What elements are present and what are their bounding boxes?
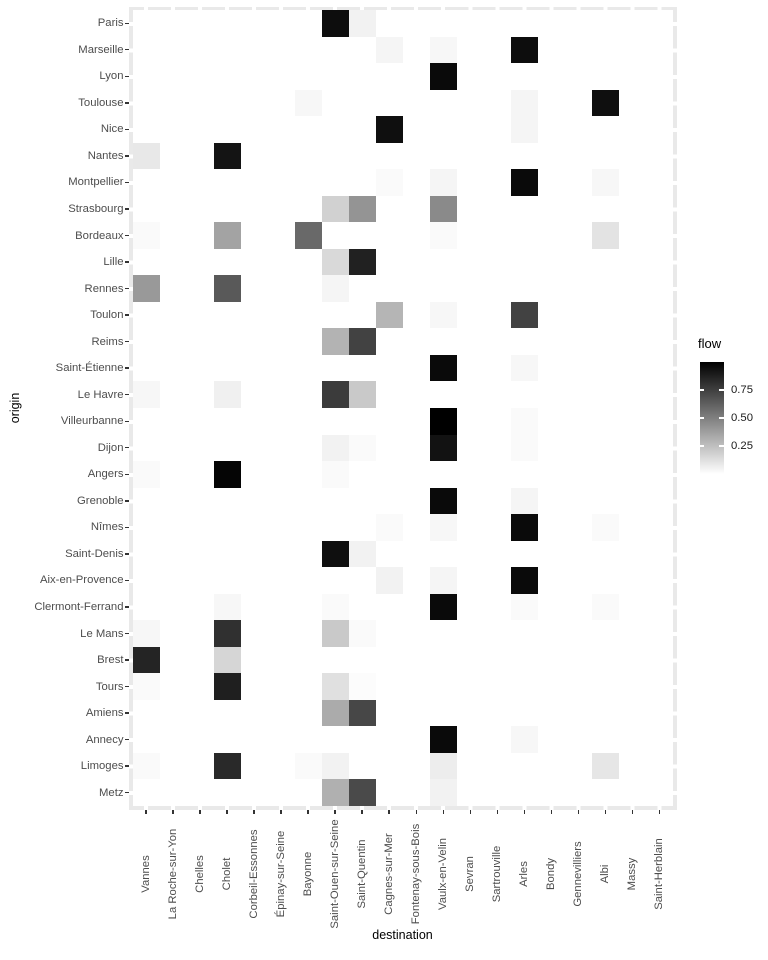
x-axis-tick [659,810,660,815]
heatmap-cell [592,594,619,621]
heatmap-cell [430,63,457,90]
y-axis-label: Limoges [80,760,124,773]
legend-tick-label: 0.25 [731,440,753,452]
heatmap-cell [511,90,538,117]
y-axis-tick [125,314,130,315]
y-axis-label: Le Havre [77,388,124,401]
y-axis-tick [125,155,130,156]
y-axis-tick [125,129,130,130]
y-axis-label: Toulon [90,309,124,322]
heatmap-cell [430,779,457,806]
heatmap-cell [376,116,403,143]
x-axis-label: Vannes [140,855,152,893]
y-axis-tick [125,447,130,448]
legend [697,336,767,481]
heatmap-cell [430,408,457,435]
y-axis-label: Dijon [97,441,124,454]
x-axis-label: Corbeil-Essonnes [248,829,261,919]
x-axis-label: Saint-Ouen-sur-Seine [329,819,342,929]
heatmap-cell [349,196,376,223]
heatmap-cell [214,647,241,674]
y-axis-tick [125,553,130,554]
x-axis-label: Sartrouville [491,845,504,903]
heatmap-cell [511,408,538,435]
y-axis-label: Clermont-Ferrand [34,600,124,613]
x-axis-label: Vaulx-en-Velin [437,837,450,911]
x-axis-tick [226,810,227,815]
heatmap-cell [322,541,349,568]
y-axis-tick [125,739,130,740]
y-axis-tick [125,235,130,236]
panel-rim-top [129,7,677,11]
x-axis-tick [497,810,498,815]
legend-gradient-bar [700,362,724,474]
y-axis-label: Bordeaux [75,229,124,242]
y-axis-tick [125,23,130,24]
x-axis-tick [334,810,335,815]
y-axis-tick [125,394,130,395]
x-axis-tick [605,810,606,815]
panel-rim-right [673,7,677,810]
x-axis-tick [551,810,552,815]
y-axis-tick [125,686,130,687]
y-axis-label: Brest [97,654,124,667]
heatmap-cell [349,541,376,568]
y-axis-label: Paris [97,17,124,30]
heatmap-cell [511,302,538,329]
heatmap-cell [511,169,538,196]
legend-tick-label: 0.50 [731,412,753,424]
heatmap-cell [322,620,349,647]
y-axis-tick [125,606,130,607]
x-axis-tick [253,810,254,815]
x-axis-tick [388,810,389,815]
x-axis-label: Gennevilliers [572,841,585,907]
y-axis-tick [125,367,130,368]
heatmap-cell [511,726,538,753]
heatmap-cell [295,222,322,249]
y-axis-tick [125,182,130,183]
y-axis-tick [125,500,130,501]
x-axis-tick [416,810,417,815]
x-axis-title: destination [372,928,433,942]
heatmap-cell [322,381,349,408]
heatmap-cell [511,488,538,515]
heatmap-cell [322,196,349,223]
heatmap-cell [592,90,619,117]
y-axis-label: Toulouse [78,96,124,109]
heatmap-cell [511,435,538,462]
y-axis-label: Tours [95,680,124,693]
heatmap-cell [511,594,538,621]
x-axis-label: Saint-Quentin [356,839,369,909]
y-axis-tick [125,792,130,793]
plot-panel [129,7,677,810]
y-axis-label: Nîmes [90,521,124,534]
y-axis-label: Saint-Étienne [55,362,124,375]
y-axis-label: Marseille [78,43,124,56]
x-axis-tick [361,810,362,815]
y-axis-label: Rennes [84,282,124,295]
heatmap-cell [430,196,457,223]
heatmap-cell [295,753,322,780]
heatmap-cell [322,10,349,37]
heatmap-cell [133,461,160,488]
heatmap-cell [430,169,457,196]
heatmap-cell [133,620,160,647]
heatmap-cell [322,275,349,302]
heatmap-cell [322,435,349,462]
x-axis-tick [632,810,633,815]
heatmap-cell [349,435,376,462]
heatmap-cell [349,779,376,806]
x-axis-label: Épinay-sur-Seine [275,830,288,918]
heatmap-cell [214,461,241,488]
heatmap-cell [214,222,241,249]
x-axis-tick [443,810,444,815]
y-axis-tick [125,421,130,422]
y-axis-title: origin [8,392,22,424]
y-axis-tick [125,102,130,103]
x-axis-tick [524,810,525,815]
heatmap-cell [376,514,403,541]
x-axis-label: Fontenay-sous-Bois [410,823,423,925]
y-axis-label: Montpellier [68,176,124,189]
heatmap-cell [214,753,241,780]
heatmap-cell [349,10,376,37]
heatmap-cell [349,673,376,700]
y-axis-label: Lyon [99,70,124,83]
heatmap-cell [133,222,160,249]
y-axis-label: Nice [100,123,124,136]
y-axis-label: Angers [87,468,124,481]
heatmap-cell [376,302,403,329]
heatmap-cell [511,567,538,594]
y-axis-label: Metz [99,786,124,799]
x-axis-label: Cholet [221,857,234,891]
y-axis-label: Aix-en-Provence [39,574,124,587]
x-axis-label: Cagnes-sur-Mer [383,833,396,915]
legend-tick [719,445,724,446]
x-axis-label: La Roche-sur-Yon [167,828,180,920]
x-axis-label: Sevran [464,856,477,892]
heatmap-cell [322,753,349,780]
x-axis-tick [172,810,173,815]
heatmap-cell [430,514,457,541]
heatmap-cell [349,620,376,647]
heatmap-cell [376,169,403,196]
x-axis-label: Saint-Herblain [653,838,666,910]
y-axis-label: Reims [91,335,124,348]
heatmap-cell [133,275,160,302]
y-axis-tick [125,659,130,660]
legend-tick [700,445,705,446]
x-axis-tick [145,810,146,815]
heatmap-cell [322,673,349,700]
heatmap-cell [214,381,241,408]
legend-tick [719,389,724,390]
y-axis-tick [125,765,130,766]
heatmap-cell [322,700,349,727]
y-axis-tick [125,261,130,262]
heatmap-cell [214,594,241,621]
heatmap-cell [430,753,457,780]
y-axis-tick [125,712,130,713]
heatmap-cell [322,779,349,806]
y-axis-tick [125,76,130,77]
panel-rim-bottom [129,806,677,810]
x-axis-label: Bayonne [302,851,315,897]
x-axis-tick [199,810,200,815]
heatmap-cell [511,116,538,143]
heatmap-cell [349,328,376,355]
x-axis-label: Arles [518,861,531,887]
heatmap-cell [430,594,457,621]
y-axis-label: Lille [103,256,124,269]
y-axis-label: Le Mans [80,627,124,640]
heatmap-cell [430,435,457,462]
x-axis-label: Chelles [194,855,207,893]
heatmap-cell [322,328,349,355]
heatmap-cell [214,673,241,700]
heatmap-cell [430,726,457,753]
heatmap-cell [592,753,619,780]
heatmap-cell [430,488,457,515]
heatmap-cell [133,143,160,170]
y-axis-tick [125,288,130,289]
heatmap-cell [322,249,349,276]
y-axis-label: Amiens [85,707,124,720]
heatmap-cell [214,275,241,302]
y-axis-label: Grenoble [77,494,124,507]
heatmap-cell [376,37,403,64]
y-axis-tick [125,49,130,50]
heatmap-cell [295,90,322,117]
heatmap-cell [214,620,241,647]
y-axis-tick [125,474,130,475]
heatmap-cell [322,594,349,621]
heatmap-cell [430,302,457,329]
heatmap-cell [322,461,349,488]
heatmap-cell [430,37,457,64]
y-axis-tick [125,341,130,342]
heatmap-cell [592,169,619,196]
heatmap-cell [133,647,160,674]
y-axis-tick [125,208,130,209]
x-axis-tick [578,810,579,815]
legend-tick [700,389,705,390]
y-axis-tick [125,527,130,528]
y-axis-label: Villeurbanne [60,415,124,428]
x-axis-label: Massy [626,857,639,891]
heatmap-cell [349,249,376,276]
y-axis-label: Saint-Denis [65,547,124,560]
heatmap-cell [511,355,538,382]
y-axis-label: Strasbourg [68,202,124,215]
legend-title: flow [698,336,722,351]
y-axis-tick [125,633,130,634]
heatmap-cell [349,700,376,727]
heatmap-cell [376,567,403,594]
heatmap-cell [592,514,619,541]
legend-tick-label: 0.75 [731,384,753,396]
heatmap-cell [133,381,160,408]
y-axis-label: Annecy [85,733,124,746]
heatmap-cell [511,514,538,541]
y-axis-tick [125,580,130,581]
heatmap-cell [430,355,457,382]
x-axis-tick [470,810,471,815]
heatmap-cell [214,143,241,170]
heatmap-cell [430,222,457,249]
y-axis-label: Nantes [87,149,124,162]
heatmap-cell [133,673,160,700]
legend-tick [700,417,705,418]
heatmap-cell [349,381,376,408]
heatmap-cell [511,37,538,64]
heatmap-cell [430,567,457,594]
legend-tick [719,417,724,418]
x-axis-tick [307,810,308,815]
x-axis-tick [280,810,281,815]
heatmap-cell [133,753,160,780]
heatmap-cell [592,222,619,249]
x-axis-label: Albi [599,864,612,884]
x-axis-label: Bondy [545,857,558,891]
